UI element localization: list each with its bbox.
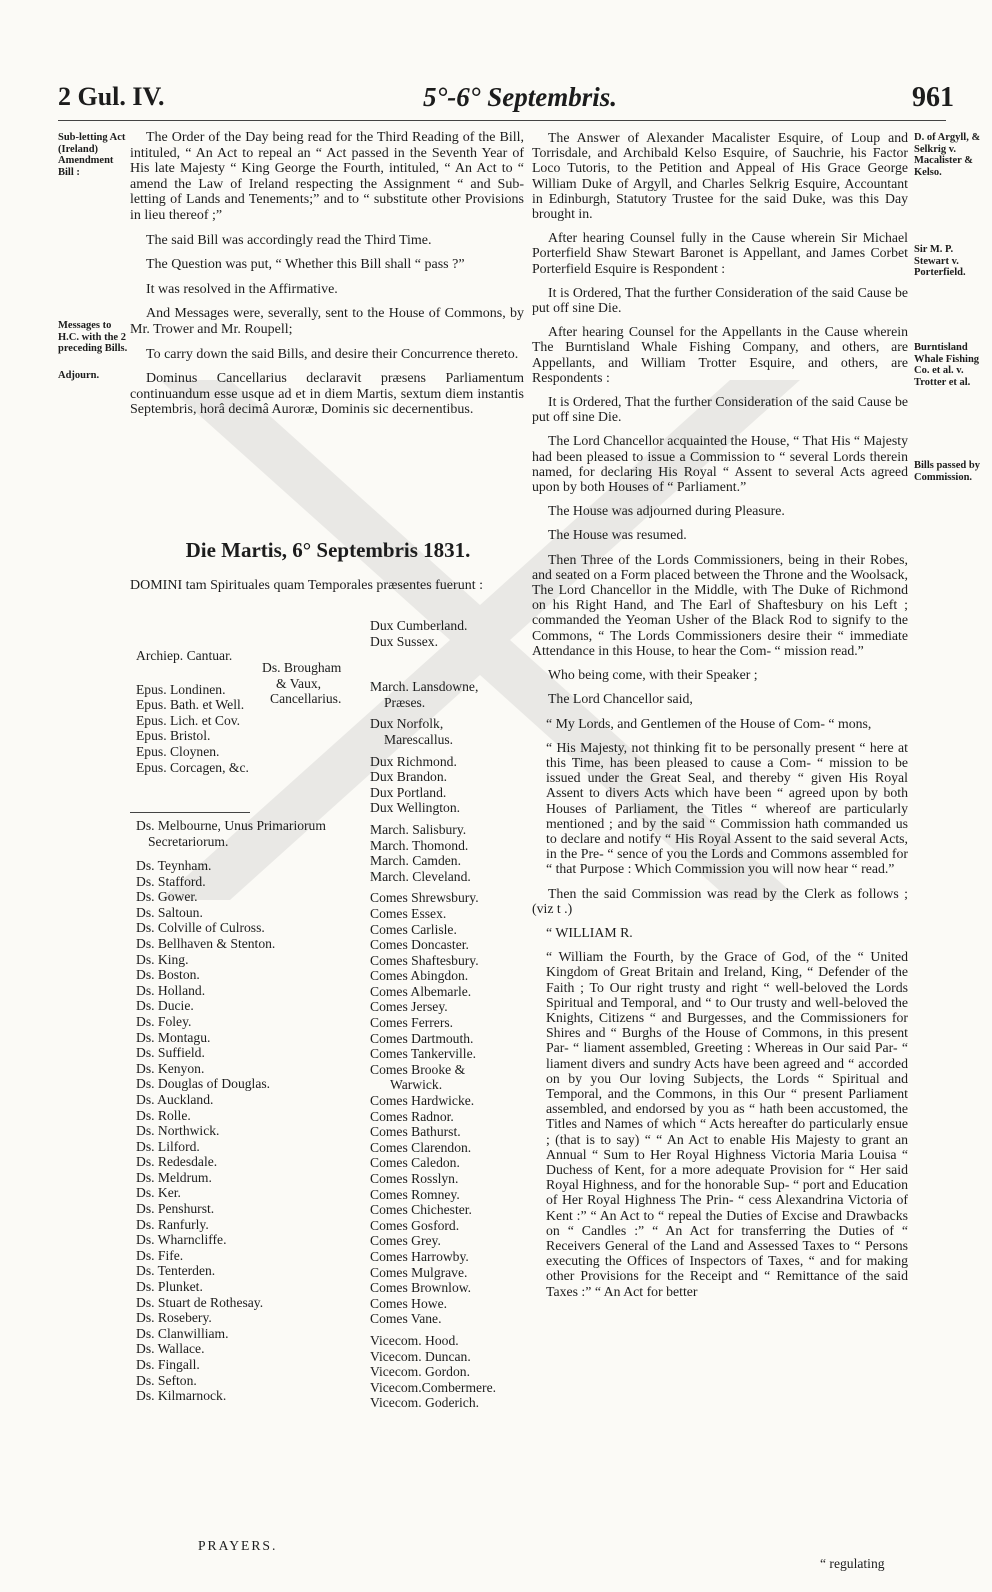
commission-read: Then the said Commission was read by the Clerk as follows ; (viz t .) — [532, 885, 908, 916]
list-item: Comes Caledon. — [370, 1155, 460, 1171]
list-item: Comes Harrowby. — [370, 1248, 469, 1264]
list-item: Epus. Londinen. — [136, 681, 226, 697]
list-item: Ds. Douglas of Douglas. — [136, 1076, 271, 1092]
list-item: Ds. Saltoun. — [136, 904, 203, 920]
catchword: “ regulating — [820, 1556, 885, 1571]
list-item: Dux Portland. — [370, 784, 447, 800]
list-item: Ds. Suffield. — [136, 1045, 205, 1061]
margin-note-commission: Bills passed by Commission. — [914, 460, 980, 483]
list-item: Comes Essex. — [370, 905, 447, 921]
list-item: Comes Gosford. — [370, 1217, 460, 1233]
list-item: Comes Ferrers. — [370, 1015, 454, 1031]
list-item: Comes Jersey. — [370, 999, 448, 1015]
list-item: Ds. King. — [136, 951, 189, 967]
question-put: The Question was put, “ Whether this Bill shall “ pass ?” — [146, 257, 465, 273]
list-item: Ds. Ducie. — [136, 998, 194, 1014]
spiritual-lords-list — [136, 648, 249, 775]
list-item: Comes Radnor. — [370, 1108, 454, 1124]
commission-text: “ William the Fourth, by the Grace of God, of the “ United Kingdom of Great Britain and Ireland, King, “ Defender of the Faith ; To Our right trusty and right “ well-beloved the Lords Spiritual and Temporal, and “ to Our trusty and well-beloved the Knights, Citizens “ and Burgesses, and the Commissioners for Shires and “ Burghs of the House of Commons, in this present Par- “ liament assembled, Greeting : Whereas in Our said Par- “ liament divers and sundry Acts have been agreed and “ accorded on by you Our loving Subjects, the Lords “ Spiritual and Temporal, and the Commons, in this Our “ present Parliament assembled, and endorsed by you as “ hath been accustomed, the Titles and Names of which “ Acts hereafter do particularly ensue ; (that is to say) “ “ An Act to enable His Majesty to grant an Annual “ Sum to Her Royal Highness Victoria Maria Louisa “ Duchess of Kent, for a more adequate Provision for “ Her said Royal Highness, and for the honorable Sup- “ port and Education of Her Royal Highness The Prin- “ cess Alexandrina Victoria of Kent :” “ An Act to “ repeal the Duties of Excise and Drawbacks on “ Candles :” “ An Act for transferring the Duties of “ Receivers General of the Land and Assessed Taxes to “ Persons executing the Offices of Inspectors of Taxes, “ and for making other Provisions for the Receipt and “ Remittance of the said Taxes :” “ An Act for better — [546, 949, 908, 1299]
list-item: Ds. Gower. — [136, 889, 198, 905]
list-item: Ds. Bellhaven & Stenton. — [136, 935, 276, 951]
margin-note-burntisland: Burntisland Whale Fishing Co. et al. v. Trotter et al. — [914, 342, 980, 388]
list-item: Comes Brownlow. — [370, 1280, 472, 1296]
list-item: Archiep. Cantuar. — [136, 648, 233, 663]
resolved-affirmative: It was resolved in the Affirmative. — [146, 281, 338, 297]
list-item: Ds. Wallace. — [136, 1341, 205, 1357]
list-item: Comes Chichester. — [370, 1202, 472, 1218]
list-item: Ds. Rosebery. — [136, 1310, 212, 1326]
list-item: Comes Brooke & — [370, 1061, 466, 1077]
list-item: Ds. Plunket. — [136, 1279, 203, 1295]
bill-reading-paragraph: The Order of the Day being read for the Third Reading of the Bill, intituled, “ An Act to repeal an “ Act passed in the Seventh Year of His late Majesty “ King George the Fourth, intituled, “ An Act to “ amend the Law of Ireland respecting the Assignment “ and Sub-letting of Lands and Tenements;” and to “ substitute other Provisions in lieu thereof ;” — [130, 130, 524, 223]
running-head-date: 5°-6° Septembris. — [422, 82, 618, 112]
prayers-heading: PRAYERS. — [198, 1538, 278, 1553]
speech-body: “ His Majesty, not thinking fit to be personally present “ here at this Time, has been pleased to cause a Com- “ mission to be issued under the Great Seal, and thereby “ given His Royal Assent to divers Acts which have been “ agreed upon by both Houses of Parliament, the Titles “ whereof are particularly mentioned ; and by the said “ Commission hath commanded us to declare and notify “ His Royal Assent to the said several Acts, in the Pre- “ sence of you the Lords and Commons assembled for “ that Purpose : Which Commission you will now hear “ read.” — [546, 739, 908, 877]
list-item: Ds. Fingall. — [136, 1357, 200, 1372]
list-item: Ds. Rolle. — [136, 1107, 191, 1123]
chancellor-acquainted: The Lord Chancellor acquainted the House, “ That His “ Majesty had been pleased to issue a Commission to “ several Lords therein named, for declaring His Royal “ Assent to several Acts agreed upon by both Houses of “ Parliament.” — [532, 433, 908, 495]
stewart-cause: After hearing Counsel fully in the Cause wherein Sir Michael Porterfield Shaw Stewart Baronet is Appellant, and James Corbet Porterfield Esquire is Respondent : — [532, 230, 908, 276]
list-item: Ds. Wharncliffe. — [136, 1232, 227, 1248]
list-item: Ds. Teynham. — [136, 858, 212, 873]
list-item: Dux Norfolk, — [370, 716, 444, 732]
list-item: Comes Shrewsbury. — [370, 890, 479, 906]
burntisland-cause: After hearing Counsel for the Appellants in the Cause wherein The Burntisland Whale Fishing Company, and others, are Appellants, and William Trotter Esquire, and others, are Respondents : — [532, 324, 908, 385]
list-item: Dux Brandon. — [370, 769, 448, 785]
list-divider — [130, 812, 250, 813]
list-item: Comes Clarendon. — [370, 1139, 472, 1155]
ordered-paragraph: It is Ordered, That the further Consideration of the said Cause be put off sine Die. — [532, 394, 908, 425]
list-item: Comes Grey. — [370, 1233, 441, 1249]
ordered-paragraph: It is Ordered, That the further Consideration of the said Cause be put off sine Die. — [532, 284, 908, 316]
lord-chancellor-entry: Ds. Brougham & Vaux, Cancellarius. — [262, 660, 342, 707]
list-item: March. Cleveland. — [370, 868, 471, 884]
list-item: Ds. Sefton. — [136, 1372, 197, 1388]
margin-note-argyll: D. of Argyll, & Selkrig v. Macalister & Kelso. — [914, 132, 981, 178]
list-item: Comes Shaftesbury. — [370, 952, 479, 968]
list-item: Ds. Northwick. — [136, 1123, 220, 1139]
adjournment-paragraph: Dominus Cancellarius declaravit præsens Parliamentum continuandum esse usque ad et in diem Martis, sextum diem instantis Septembris, horâ decimâ Auroræ, Dominis sic decernentibus. — [130, 371, 524, 418]
list-item: Dux Richmond. — [370, 753, 457, 769]
list-item: Vicecom. Goderich. — [370, 1395, 480, 1411]
list-item: Ds. Ranfurly. — [136, 1216, 209, 1232]
list-item: Epus. Cloynen. — [136, 743, 220, 759]
commissioners-paragraph: Then Three of the Lords Commissioners, being in their Robes, and seated on a Form placed between the Throne and the Woolsack, The Lord Chancellor in the Middle, with The Duke of Richmond on his Right Hand, and The Earl of Shaftesbury on his Left ; commanded the Yeoman Usher of the Black Rod to signify to the Commons, “ The Lords Commissioners desire their “ immediate Attendance in this House, to hear the Com- “ mission read.” — [532, 551, 908, 658]
list-item: Epus. Bristol. — [136, 728, 211, 744]
left-column-text — [130, 130, 524, 427]
list-item: Vicecom. Hood. — [370, 1332, 459, 1348]
list-item: March. Camden. — [370, 853, 461, 869]
list-item: Ds. Stuart de Rothesay. — [136, 1294, 264, 1310]
list-item: Ds. Fife. — [136, 1247, 184, 1263]
list-item: Ds. Kenyon. — [136, 1060, 205, 1076]
list-item: Comes Hardwicke. — [370, 1093, 475, 1109]
list-item: Comes Bathurst. — [370, 1124, 461, 1140]
right-column-text — [532, 130, 908, 1299]
running-head-left: 2 Gul. IV. — [58, 82, 165, 111]
list-item: Dux Cumberland. — [370, 618, 468, 633]
melbourne-entry: Ds. Melbourne, Unus Primariorum Secretariorum. — [136, 818, 326, 849]
list-item: Comes Albemarle. — [370, 983, 472, 999]
list-item: Ds. Redesdale. — [136, 1154, 218, 1170]
messages-paragraph: And Messages were, severally, sent to the House of Commons, by Mr. Trower and Mr. Roupell; — [130, 306, 524, 337]
speech-address: “ My Lords, and Gentlemen of the House of Com- “ mons, — [546, 715, 872, 731]
list-item: March. Salisbury. — [370, 821, 467, 837]
list-item: Comes Romney. — [370, 1186, 460, 1202]
list-item: Ds. Boston. — [136, 967, 200, 983]
list-item: Comes Mulgrave. — [370, 1264, 468, 1280]
list-item: Ds. Ker. — [136, 1185, 181, 1201]
domini-line: DOMINI tam Spirituales quam Temporales præsentes fuerunt : — [130, 578, 483, 593]
page-number: 961 — [912, 82, 954, 113]
list-item: Ds. Colville of Culross. — [136, 920, 265, 936]
list-item: March. Thomond. — [370, 837, 469, 853]
list-item: Ds. Tenterden. — [136, 1263, 216, 1279]
list-item: Comes Dartmouth. — [370, 1030, 474, 1046]
list-item: Epus. Lich. et Cov. — [136, 712, 241, 728]
list-item: Vicecom. Duncan. — [370, 1348, 471, 1364]
list-item: Dux Sussex. — [370, 633, 438, 649]
list-item: Comes Rosslyn. — [370, 1171, 459, 1186]
list-item: Comes Vane. — [370, 1311, 442, 1327]
margin-note-messages: Messages to H.C. with the 2 preceding Bills. — [58, 320, 128, 354]
barons-list — [136, 858, 275, 1404]
list-item: Comes Abingdon. — [370, 968, 469, 984]
list-item: Epus. Bath. et Well. — [136, 697, 245, 713]
concurrence-paragraph: To carry down the said Bills, and desire their Concurrence thereto. — [146, 346, 519, 362]
list-item: Comes Tankerville. — [370, 1046, 477, 1062]
list-item: Ds. Auckland. — [136, 1091, 214, 1107]
list-item: Comes Howe. — [370, 1295, 448, 1311]
list-item: Dux Wellington. — [370, 800, 461, 816]
list-item: Ds. Holland. — [136, 982, 206, 998]
list-item: March. Lansdowne, — [370, 679, 479, 695]
list-item: Ds. Meldrum. — [136, 1169, 212, 1185]
read-third-time: The said Bill was accordingly read the Third Time. — [146, 232, 432, 248]
list-item: Comes Doncaster. — [370, 937, 469, 953]
list-item: Vicecom.Combermere. — [370, 1379, 497, 1395]
answer-paragraph: The Answer of Alexander Macalister Esquire, of Loup and Torrisdale, and Archibald Kelso Esquire, of Sauchrie, his Factor Loco Tutoris, to the Petition and Appeal of His Grace George William Duke of Argyll, and Charles Selkrig Esquire, Accountant in Edinburgh, Statutory Trustee for the said Duke, was this Day brought in. — [532, 130, 908, 222]
speaker-paragraph: Who being come, with their Speaker ; — [548, 667, 758, 683]
list-item: Ds. Penshurst. — [136, 1201, 215, 1217]
list-item: Comes Carlisle. — [370, 921, 457, 937]
list-item: Vicecom. Gordon. — [370, 1364, 470, 1380]
list-item: Ds. Stafford. — [136, 873, 206, 889]
adjourned-pleasure: The House was adjourned during Pleasure. — [548, 503, 785, 519]
margin-note-adjourn: Adjourn. — [58, 370, 100, 381]
margin-note-stewart: Sir M. P. Stewart v. Porterfield. — [914, 244, 966, 278]
house-resumed: The House was resumed. — [548, 527, 687, 543]
list-item: Ds. Montagu. — [136, 1029, 211, 1045]
list-item: Ds. Kilmarnock. — [136, 1388, 227, 1404]
list-item: Ds. Clanwilliam. — [136, 1325, 229, 1341]
william-r: “ WILLIAM R. — [546, 924, 633, 940]
list-item: Ds. Foley. — [136, 1013, 192, 1029]
list-item: Ds. Lilford. — [136, 1138, 200, 1154]
chancellor-said: The Lord Chancellor said, — [548, 691, 693, 707]
temporal-lords-list: Dux Cumberland. Dux Sussex. March. Lansdowne, Præses. Dux Norfolk, Marescallus. Dux Richmond. Dux Brandon. Dux Portland. Dux Wellington. March. Salisbury. March. Thomond. March. Camden. March. Cleveland. Comes Shrewsbury. Comes Essex. Comes Carlisle. Comes Doncaster. Comes Shaftesbury. Comes Abingdon. Comes Albemarle. Comes Jersey. Comes Ferrers. Comes Dartmouth. Comes Tankerville. Comes Brooke & Warwick. Comes Hardwicke. Comes Radnor. Comes Bathurst. Comes Clarendon. Comes Caledon. Comes Rosslyn. Comes Romney. Comes Chichester. Comes Gosford. Comes Grey. Comes Harrowby. Comes Mulgrave. Comes Brownlow. Comes Howe. Comes Vane. Vicecom. Hood. Vicecom. Duncan. Vicecom. Gordon. Vicecom.Combermere. Vicecom. Goderich. — [370, 618, 497, 1411]
margin-note-subletting: Sub-letting Act (Ireland) Amendment Bill : — [58, 132, 126, 178]
list-item: Epus. Corcagen, &c. — [136, 759, 249, 775]
die-martis-title: Die Martis, 6° Septembris 1831. — [185, 538, 471, 562]
header-rule — [58, 120, 946, 121]
